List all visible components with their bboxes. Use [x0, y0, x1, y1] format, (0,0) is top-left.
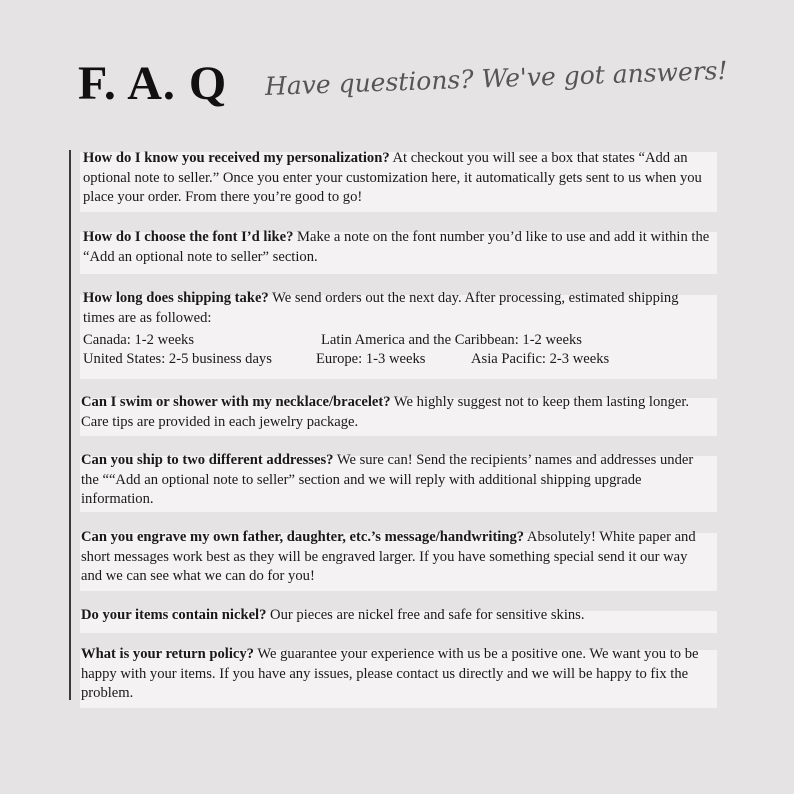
faq-answer: Our pieces are nickel free and safe for sensitive skins. [266, 607, 585, 623]
page-title: F. A. Q [78, 57, 228, 110]
faq-question: Do your items contain nickel? [81, 607, 267, 623]
faq-item [81, 606, 711, 626]
faq-item [81, 528, 711, 587]
faq-question: Can you engrave my own father, daughter, etc.’s message/handwriting? [81, 529, 525, 545]
faq-answer: We send orders out the next day. After processing, estimated shipping times are as followed: [83, 290, 679, 326]
faq-item [83, 228, 713, 267]
faq-item [83, 289, 713, 328]
faq-question: How long does shipping take? [83, 290, 269, 306]
faq-answer: We guarantee your experience with us be a positive one. We want you to be happy with your items. If you have any issues, please contact us directly and we will be happy to fix the problem. [81, 646, 699, 701]
faq-question: Can I swim or shower with my necklace/bracelet? [81, 394, 391, 410]
shipping-time-latin-america: Latin America and the Caribbean: 1-2 weeks [321, 332, 582, 348]
faq-answer: We highly suggest not to keep them lasting longer. Care tips are provided in each jewelry package. [81, 394, 690, 430]
faq-answer: Absolutely! White paper and short messages work best as they will be engraved larger. If you have something special send it our way and we can see what we can do for you! [81, 529, 696, 584]
faq-item [81, 451, 711, 510]
faq-answer: Make a note on the font number you’d like to use and add it within the “Add an optional note to seller” section. [83, 229, 710, 265]
shipping-time-united-states: United States: 2-5 business days [83, 351, 272, 367]
faq-question: How do I choose the font I’d like? [83, 229, 294, 245]
faq-item [83, 149, 713, 208]
faq-item [81, 645, 711, 704]
faq-question: What is your return policy? [81, 646, 254, 662]
shipping-time-europe: Europe: 1-3 weeks [316, 351, 426, 367]
faq-item [81, 393, 711, 432]
faq-answer: At checkout you will see a box that states “Add an optional note to seller.” Once you enter your customization here, it automatically gets sent to us when you place your order. From there you’re good to go! [83, 150, 702, 205]
shipping-time-canada: Canada: 1-2 weeks [83, 332, 195, 348]
faq-answer: We sure can! Send the recipients’ names and addresses under the ““Add an optional note to seller” section and we will reply with additional shipping upgrade information. [81, 452, 694, 507]
faq-question: Can you ship to two different addresses? [81, 452, 334, 468]
faq-question: How do I know you received my personalization? [83, 150, 390, 166]
page-tagline: Have questions? We've got answers! [264, 55, 729, 101]
shipping-time-asia-pacific: Asia Pacific: 2-3 weeks [471, 351, 610, 367]
